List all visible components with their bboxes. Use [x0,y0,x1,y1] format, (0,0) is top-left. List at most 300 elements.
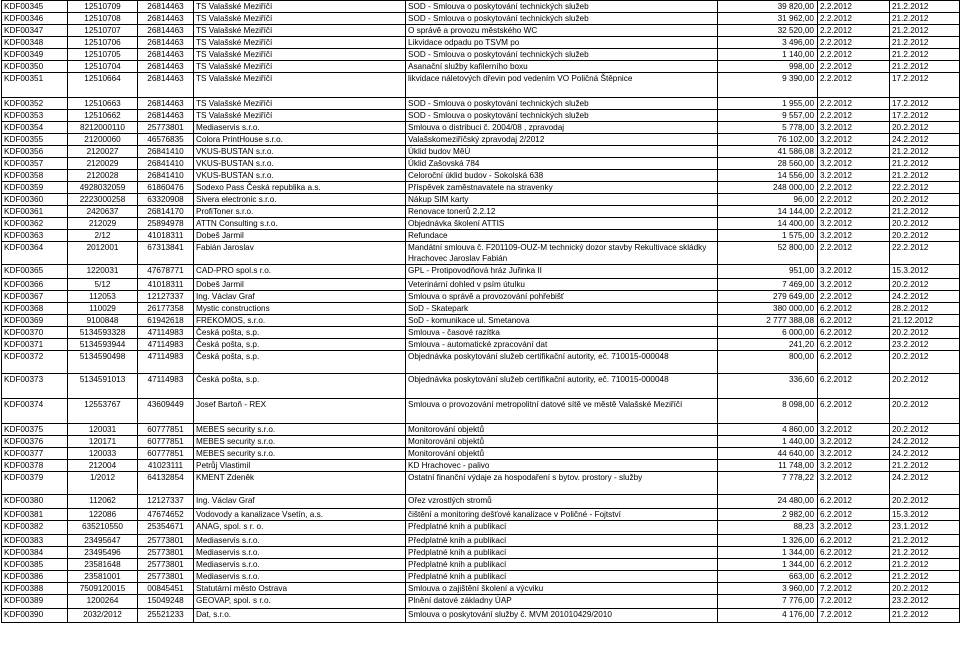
company-id-cell: 25354671 [138,521,194,535]
invoice-number-cell: KDF00376 [2,436,68,448]
invoice-number-cell: KDF00364 [2,242,68,265]
amount-cell: 336,60 [718,374,818,399]
received-date-cell: 2.2.2012 [818,25,890,37]
document-number-cell: 2120027 [68,146,138,158]
description-cell: SoD - komunikace ul. Smetanova [406,315,718,327]
company-id-cell: 41023111 [138,460,194,472]
description-cell: Monitorování objektů [406,448,718,460]
supplier-cell: TS Valašské Meziříčí [194,37,406,49]
due-date-cell: 21.2.2012 [890,158,960,170]
supplier-cell: Česká pošta, s.p. [194,351,406,374]
document-number-cell: 112062 [68,495,138,509]
company-id-cell: 25773801 [138,122,194,134]
invoice-number-cell: KDF00348 [2,37,68,49]
supplier-cell: Dobeš Jarmil [194,230,406,242]
table-row [2,315,960,327]
document-number-cell: 1200264 [68,595,138,609]
due-date-cell: 24.2.2012 [890,436,960,448]
invoice-number-cell: KDF00347 [2,25,68,37]
document-number-cell: 5/12 [68,279,138,291]
invoice-number-cell: KDF00361 [2,206,68,218]
received-date-cell: 2.2.2012 [818,61,890,73]
supplier-cell: Mediaservis s.r.o. [194,559,406,571]
document-number-cell: 2120029 [68,158,138,170]
supplier-cell: Česká pošta, s.p. [194,339,406,351]
table-row [2,472,960,495]
invoice-number-cell: KDF00354 [2,122,68,134]
amount-cell: 52 800,00 [718,242,818,265]
company-id-cell: 64132854 [138,472,194,495]
amount-cell: 32 520,00 [718,25,818,37]
supplier-cell: MEBES security s.r.o. [194,448,406,460]
received-date-cell: 6.2.2012 [818,303,890,315]
supplier-cell: Fabián Jaroslav [194,242,406,265]
table-row [2,110,960,122]
amount-cell: 1 344,00 [718,559,818,571]
received-date-cell: 3.2.2012 [818,218,890,230]
document-number-cell: 635210550 [68,521,138,535]
company-id-cell: 47114983 [138,351,194,374]
invoice-number-cell: KDF00350 [2,61,68,73]
table-row [2,158,960,170]
company-id-cell: 67313841 [138,242,194,265]
description-cell: Asanační služby kafilerního boxu [406,61,718,73]
supplier-cell: TS Valašské Meziříčí [194,110,406,122]
company-id-cell: 25773801 [138,571,194,583]
table-row [2,291,960,303]
supplier-cell: GEOVAP, spol. s r.o. [194,595,406,609]
supplier-cell: Sodexo Pass Česká republika a.s. [194,182,406,194]
due-date-cell: 20.2.2012 [890,194,960,206]
received-date-cell: 7.2.2012 [818,609,890,623]
received-date-cell: 6.2.2012 [818,547,890,559]
document-number-cell: 120031 [68,424,138,436]
description-cell: Ostatní finanční výdaje za hospodaření s bytov. prostory - služby [406,472,718,495]
supplier-cell: Mediaservis s.r.o. [194,122,406,134]
amount-cell: 1 140,00 [718,49,818,61]
received-date-cell: 3.2.2012 [818,279,890,291]
description-cell: GPL - Protipovodňová hráz Juřinka II [406,265,718,279]
document-number-cell: 2223000258 [68,194,138,206]
due-date-cell: 24.2.2012 [890,134,960,146]
received-date-cell: 2.2.2012 [818,110,890,122]
received-date-cell: 3.2.2012 [818,134,890,146]
due-date-cell: 21.2.2012 [890,37,960,49]
supplier-cell: Mystic constructions [194,303,406,315]
supplier-cell: TS Valašské Meziříčí [194,73,406,98]
company-id-cell: 63320908 [138,194,194,206]
supplier-cell: MEBES security s.r.o. [194,424,406,436]
due-date-cell: 20.2.2012 [890,399,960,424]
due-date-cell: 15.3.2012 [890,509,960,521]
table-row [2,122,960,134]
received-date-cell: 6.2.2012 [818,495,890,509]
due-date-cell: 22.2.2012 [890,182,960,194]
received-date-cell: 3.2.2012 [818,460,890,472]
company-id-cell: 26814463 [138,49,194,61]
document-number-cell: 12510706 [68,37,138,49]
table-row [2,242,960,265]
company-id-cell: 25773801 [138,535,194,547]
due-date-cell: 20.2.2012 [890,583,960,595]
invoice-number-cell: KDF00359 [2,182,68,194]
invoice-number-cell: KDF00368 [2,303,68,315]
description-cell: Nákup SIM karty [406,194,718,206]
description-cell: Renovace tonerů 2.2.12 [406,206,718,218]
received-date-cell: 2.2.2012 [818,73,890,98]
invoice-number-cell: KDF00379 [2,472,68,495]
description-cell: Valašskomeziříčský zpravodaj 2/2012 [406,134,718,146]
company-id-cell: 47114983 [138,327,194,339]
due-date-cell: 17.2.2012 [890,98,960,110]
description-cell: SOD - Smlouva o poskytování technických služeb [406,49,718,61]
due-date-cell: 21.2.2012 [890,170,960,182]
amount-cell: 951,00 [718,265,818,279]
supplier-cell: TS Valašské Meziříčí [194,61,406,73]
amount-cell: 2 777 388,08 [718,315,818,327]
supplier-cell: Ing. Václav Graf [194,495,406,509]
invoice-number-cell: KDF00374 [2,399,68,424]
amount-cell: 4 860,00 [718,424,818,436]
document-number-cell: 12510663 [68,98,138,110]
supplier-cell: Mediaservis s.r.o. [194,535,406,547]
invoice-table-body [2,1,960,623]
due-date-cell: 23.2.2012 [890,595,960,609]
due-date-cell: 20.2.2012 [890,424,960,436]
due-date-cell: 24.2.2012 [890,448,960,460]
document-number-cell: 12510708 [68,13,138,25]
company-id-cell: 25773801 [138,559,194,571]
received-date-cell: 2.2.2012 [818,182,890,194]
invoice-number-cell: KDF00382 [2,521,68,535]
company-id-cell: 26841410 [138,158,194,170]
table-row [2,37,960,49]
document-number-cell: 5134591013 [68,374,138,399]
invoice-number-cell: KDF00372 [2,351,68,374]
description-cell: Předplatné knih a publikací [406,535,718,547]
supplier-cell: Dobeš Jarmil [194,279,406,291]
table-row [2,351,960,374]
amount-cell: 24 480,00 [718,495,818,509]
table-row [2,424,960,436]
amount-cell: 14 400,00 [718,218,818,230]
received-date-cell: 6.2.2012 [818,339,890,351]
document-number-cell: 12510709 [68,1,138,13]
amount-cell: 14 556,00 [718,170,818,182]
amount-cell: 663,00 [718,571,818,583]
document-number-cell: 212004 [68,460,138,472]
company-id-cell: 26814170 [138,206,194,218]
table-row [2,339,960,351]
due-date-cell: 24.2.2012 [890,472,960,495]
company-id-cell: 47678771 [138,265,194,279]
received-date-cell: 2.2.2012 [818,49,890,61]
amount-cell: 96,00 [718,194,818,206]
amount-cell: 14 144,00 [718,206,818,218]
due-date-cell: 21.12.2012 [890,315,960,327]
document-number-cell: 120033 [68,448,138,460]
description-cell: Objednávka školení ATTIS [406,218,718,230]
description-cell: Likvidace odpadu po TSVM po [406,37,718,49]
invoice-number-cell: KDF00373 [2,374,68,399]
document-number-cell: 5134593328 [68,327,138,339]
description-cell: Monitorování objektů [406,424,718,436]
supplier-cell: CAD-PRO spol.s r.o. [194,265,406,279]
amount-cell: 6 000,00 [718,327,818,339]
amount-cell: 41 586,08 [718,146,818,158]
company-id-cell: 26814463 [138,25,194,37]
amount-cell: 9 390,00 [718,73,818,98]
company-id-cell: 47114983 [138,374,194,399]
table-row [2,436,960,448]
company-id-cell: 60777851 [138,448,194,460]
amount-cell: 1 344,00 [718,547,818,559]
due-date-cell: 20.2.2012 [890,374,960,399]
due-date-cell: 20.2.2012 [890,279,960,291]
description-cell: Úklid Zašovská 784 [406,158,718,170]
table-row [2,595,960,609]
company-id-cell: 61942618 [138,315,194,327]
table-row [2,374,960,399]
invoice-number-cell: KDF00367 [2,291,68,303]
due-date-cell: 20.2.2012 [890,230,960,242]
amount-cell: 800,00 [718,351,818,374]
due-date-cell: 20.2.2012 [890,122,960,134]
table-row [2,547,960,559]
table-row [2,609,960,623]
invoice-number-cell: KDF00365 [2,265,68,279]
company-id-cell: 26814463 [138,1,194,13]
supplier-cell: VKUS-BUSTAN s.r.o. [194,170,406,182]
due-date-cell: 21.2.2012 [890,61,960,73]
received-date-cell: 2.2.2012 [818,206,890,218]
table-row [2,98,960,110]
received-date-cell: 6.2.2012 [818,535,890,547]
amount-cell: 3 496,00 [718,37,818,49]
invoice-number-cell: KDF00378 [2,460,68,472]
received-date-cell: 3.2.2012 [818,521,890,535]
invoice-number-cell: KDF00370 [2,327,68,339]
due-date-cell: 21.2.2012 [890,206,960,218]
table-row [2,13,960,25]
table-row [2,448,960,460]
company-id-cell: 60777851 [138,436,194,448]
amount-cell: 5 778,00 [718,122,818,134]
invoice-number-cell: KDF00360 [2,194,68,206]
supplier-cell: VKUS-BUSTAN s.r.o. [194,146,406,158]
amount-cell: 28 560,00 [718,158,818,170]
document-number-cell: 5134593944 [68,339,138,351]
due-date-cell: 21.2.2012 [890,547,960,559]
table-row [2,303,960,315]
received-date-cell: 3.2.2012 [818,230,890,242]
due-date-cell: 23.2.2012 [890,339,960,351]
due-date-cell: 21.2.2012 [890,609,960,623]
document-number-cell: 2012001 [68,242,138,265]
table-row [2,399,960,424]
table-row [2,73,960,98]
supplier-cell: TS Valašské Meziříčí [194,13,406,25]
description-cell: Veterinární dohled v psím útulku [406,279,718,291]
table-row [2,194,960,206]
supplier-cell: Česká pošta, s.p. [194,374,406,399]
company-id-cell: 26814463 [138,110,194,122]
company-id-cell: 25521233 [138,609,194,623]
company-id-cell: 43609449 [138,399,194,424]
supplier-cell: Mediaservis s.r.o. [194,571,406,583]
supplier-cell: TS Valašské Meziříčí [194,1,406,13]
company-id-cell: 41018311 [138,279,194,291]
table-row [2,279,960,291]
description-cell: SoD - Skatepark [406,303,718,315]
table-row [2,25,960,37]
supplier-cell: Statutární město Ostrava [194,583,406,595]
due-date-cell: 20.2.2012 [890,495,960,509]
amount-cell: 241,20 [718,339,818,351]
due-date-cell: 21.2.2012 [890,571,960,583]
received-date-cell: 6.2.2012 [818,509,890,521]
due-date-cell: 22.2.2012 [890,242,960,265]
description-cell: Refundace [406,230,718,242]
invoice-number-cell: KDF00384 [2,547,68,559]
received-date-cell: 2.2.2012 [818,1,890,13]
amount-cell: 2 982,00 [718,509,818,521]
description-cell: čištění a monitoring dešťové kanalizace v Poličné - Fojtství [406,509,718,521]
description-cell: likvidace náletových dřevin pod vedením VO Poličná Štěpnice [406,73,718,98]
amount-cell: 1 326,00 [718,535,818,547]
document-number-cell: 23495647 [68,535,138,547]
supplier-cell: Mediaservis s.r.o. [194,547,406,559]
due-date-cell: 21.2.2012 [890,13,960,25]
received-date-cell: 2.2.2012 [818,194,890,206]
invoice-number-cell: KDF00389 [2,595,68,609]
amount-cell: 9 557,00 [718,110,818,122]
invoice-number-cell: KDF00355 [2,134,68,146]
supplier-cell: Ing. Václav Graf [194,291,406,303]
document-number-cell: 1220031 [68,265,138,279]
invoice-number-cell: KDF00363 [2,230,68,242]
table-row [2,583,960,595]
received-date-cell: 3.2.2012 [818,170,890,182]
received-date-cell: 7.2.2012 [818,583,890,595]
received-date-cell: 6.2.2012 [818,315,890,327]
table-row [2,521,960,535]
document-number-cell: 2032/2012 [68,609,138,623]
amount-cell: 279 649,00 [718,291,818,303]
received-date-cell: 6.2.2012 [818,374,890,399]
received-date-cell: 3.2.2012 [818,424,890,436]
due-date-cell: 21.2.2012 [890,49,960,61]
amount-cell: 248 000,00 [718,182,818,194]
amount-cell: 4 176,00 [718,609,818,623]
invoice-number-cell: KDF00385 [2,559,68,571]
description-cell: Monitorování objektů [406,436,718,448]
invoice-number-cell: KDF00366 [2,279,68,291]
description-cell: Plnění datové základny ÚAP [406,595,718,609]
company-id-cell: 47674652 [138,509,194,521]
table-row [2,61,960,73]
document-number-cell: 1/2012 [68,472,138,495]
received-date-cell: 6.2.2012 [818,327,890,339]
description-cell: Předplatné knih a publikací [406,521,718,535]
amount-cell: 7 778,22 [718,472,818,495]
table-row [2,134,960,146]
document-number-cell: 5134590498 [68,351,138,374]
supplier-cell: Dat, s.r.o. [194,609,406,623]
description-cell: Předplatné knih a publikací [406,559,718,571]
table-row [2,327,960,339]
received-date-cell: 3.2.2012 [818,146,890,158]
description-cell: Objednávka poskytování služeb certifikační autority, eč. 710015-000048 [406,351,718,374]
amount-cell: 39 820,00 [718,1,818,13]
amount-cell: 380 000,00 [718,303,818,315]
received-date-cell: 3.2.2012 [818,472,890,495]
due-date-cell: 21.2.2012 [890,1,960,13]
invoice-number-cell: KDF00345 [2,1,68,13]
invoice-number-cell: KDF00351 [2,73,68,98]
invoice-number-cell: KDF00369 [2,315,68,327]
received-date-cell: 2.2.2012 [818,98,890,110]
supplier-cell: TS Valašské Meziříčí [194,25,406,37]
amount-cell: 1 955,00 [718,98,818,110]
amount-cell: 44 640,00 [718,448,818,460]
company-id-cell: 26814463 [138,13,194,25]
table-row [2,230,960,242]
description-cell: Smlouva - automatické zpracování dat [406,339,718,351]
document-number-cell: 2120028 [68,170,138,182]
document-number-cell: 2/12 [68,230,138,242]
due-date-cell: 21.2.2012 [890,25,960,37]
document-number-cell: 4928032059 [68,182,138,194]
table-row [2,559,960,571]
received-date-cell: 3.2.2012 [818,448,890,460]
supplier-cell: ANAG, spol. s r. o. [194,521,406,535]
document-number-cell: 112053 [68,291,138,303]
table-row [2,218,960,230]
document-number-cell: 2420637 [68,206,138,218]
table-row [2,509,960,521]
description-cell: Předplatné knih a publikací [406,571,718,583]
table-row [2,495,960,509]
description-cell: SOD - Smlouva o poskytování technických služeb [406,1,718,13]
description-cell: Předplatné knih a publikací [406,547,718,559]
document-number-cell: 12510707 [68,25,138,37]
company-id-cell: 00845451 [138,583,194,595]
description-cell: Smlouva o poskytování služby č. MVM 201010429/2010 [406,609,718,623]
document-number-cell: 8212000110 [68,122,138,134]
supplier-cell: TS Valašské Meziříčí [194,98,406,110]
received-date-cell: 3.2.2012 [818,158,890,170]
supplier-cell: Česká pošta, s.p. [194,327,406,339]
supplier-cell: Petrůj Vlastimil [194,460,406,472]
description-cell: Smlouva o správě a provozování pohřebišť [406,291,718,303]
supplier-cell: TS Valašské Meziříčí [194,49,406,61]
supplier-cell: Vodovody a kanalizace Vsetín, a.s. [194,509,406,521]
invoice-number-cell: KDF00383 [2,535,68,547]
invoice-number-cell: KDF00377 [2,448,68,460]
received-date-cell: 7.2.2012 [818,595,890,609]
document-number-cell: 12510705 [68,49,138,61]
company-id-cell: 12127337 [138,291,194,303]
amount-cell: 1 575,00 [718,230,818,242]
invoice-number-cell: KDF00352 [2,98,68,110]
table-row [2,1,960,13]
company-id-cell: 15049248 [138,595,194,609]
company-id-cell: 26814463 [138,98,194,110]
description-cell: Smlouva o provozování metropolitní datové sítě ve městě Valašské Meziříčí [406,399,718,424]
amount-cell: 1 440,00 [718,436,818,448]
description-cell: Příspěvek zaměstnavatele na stravenky [406,182,718,194]
